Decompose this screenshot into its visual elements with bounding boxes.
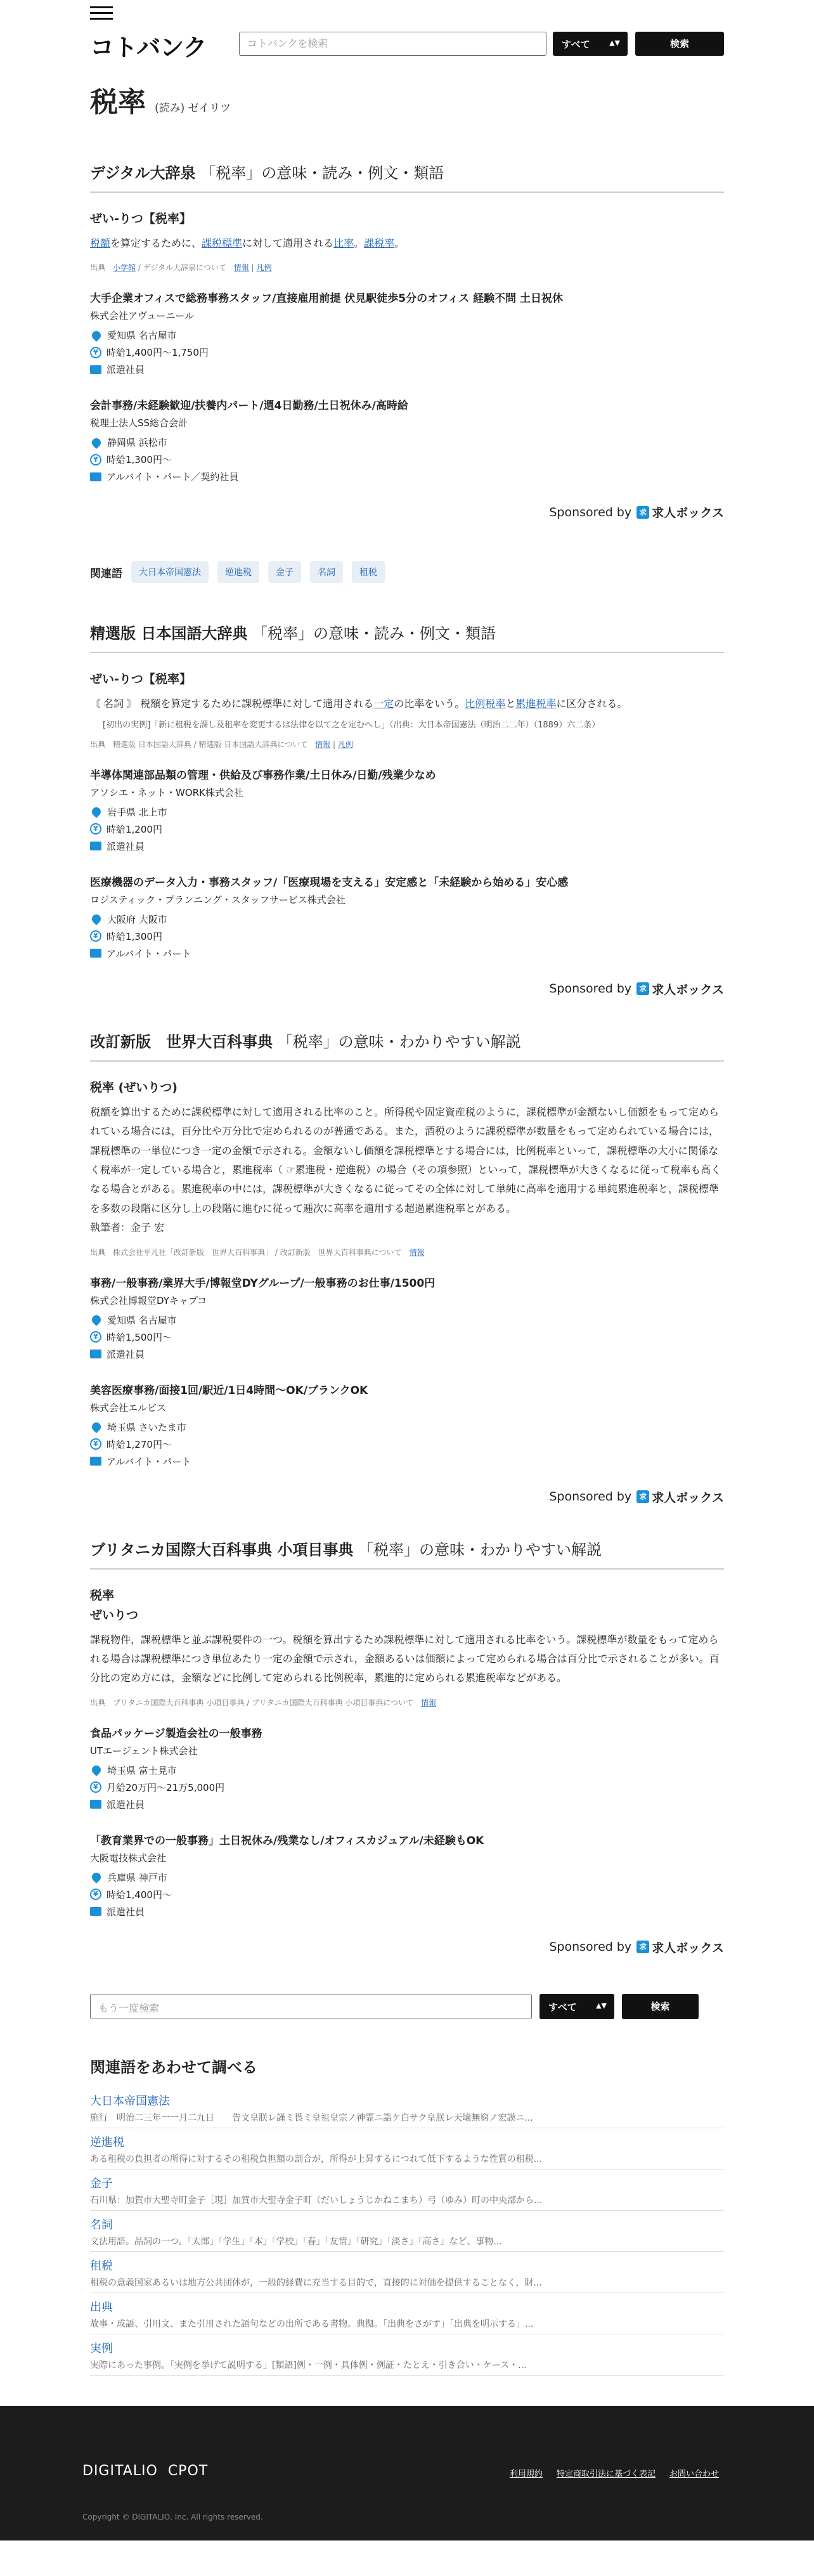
job-card[interactable]: 大手企業オフィスで総務事務スタッフ/直接雇用前提 伏見駅徒歩5分のオフィス 経験不問 土日祝休 株式会社アヴューニール 愛知県 名古屋市 ¥ 時給1,400円〜1,750円 派遣社員: [90, 289, 724, 376]
job-type-icon: [90, 842, 101, 850]
related-chip[interactable]: 租税: [352, 561, 385, 583]
kyujinbox-logo[interactable]: 求 求人ボックス: [636, 980, 724, 998]
link-kazeiritsu[interactable]: 課税率: [364, 237, 395, 249]
job-type-icon: [90, 472, 101, 481]
list-item[interactable]: 実例 実際にあった事例。「実例を挙げて説明する」[類語]例・一例・具体例・例証・たとえ・引き合い・ケース・...: [90, 2334, 724, 2376]
job-company: アソシエ・ネット・WORK株式会社: [90, 786, 243, 798]
section-daijisen: [90, 160, 724, 521]
sponsor-line: Sponsored by 求 求人ボックス: [90, 1939, 724, 1956]
link-zeigaku[interactable]: 税額: [90, 237, 111, 249]
entry-body: 税額を算出するために課税標準に対して適用される比率のこと。所得税や固定資産税のように，課税標準が金額ないし価額をもって定められている場合には，百分比や万分比で定められるのが普通である。また，酒税のように課税標準が数量をもって定められている場合には，課税標準の一単位につき一定の金額で示される。金額ないし価額を課税標準とする場合には，比例税率といって，課税標準の大小に関係なく税率が一定している場合と，累進税率（ ☞累進税・逆進税）の場合（その項参照）といって，課税標準が大きくなるに従って税率も高くなる場合とがある。累進税率の中には，課税標準が大きくなるに従ってその全体に対して単純に高率を適用する単純累進税率と，課税標準を多数の段階に区分し上の段階に進むに従って逓次に高率を適用する超過累進税率とがある。: [90, 1105, 721, 1214]
related-chip[interactable]: 大日本帝国憲法: [131, 561, 209, 583]
job-type-icon: [90, 1457, 101, 1466]
kyujinbox-logo[interactable]: 求 求人ボックス: [636, 1488, 724, 1506]
job-company: 株式会社博報堂DYキャプコ: [90, 1294, 207, 1306]
job-type-icon: [90, 1800, 101, 1809]
info-link[interactable]: 情報: [421, 1698, 437, 1707]
pay-icon: ¥: [90, 1889, 101, 1900]
example-quote: [初出の実例]「新に租税を課し及租率を変更するは法律を以て之を定むへし」（出典：大日本帝国憲法（明治二二年）（1889）六二条）: [103, 720, 600, 730]
search-button[interactable]: 検索: [622, 1994, 699, 2019]
source-line: 出典 小学館 / デジタル大辞泉について 情報 | 凡例: [90, 263, 272, 273]
source-line: 出典 株式会社平凡社「改訂新版 世界大百科事典」 / 改訂新版 世界大百科事典について 情報: [90, 1247, 425, 1257]
entry-title: 税率: [90, 1588, 115, 1603]
footer-logo[interactable]: DIGITALIO CPOT: [82, 2462, 209, 2479]
related-list-title: 関連語をあわせて調べる: [90, 2058, 257, 2076]
author: 執筆者：金子 宏: [90, 1221, 165, 1234]
header: [90, 0, 724, 79]
location-icon: [90, 1871, 103, 1883]
job-card[interactable]: 事務/一般事務/業界大手/博報堂DYグループ/一般事務のお仕事/1500円 株式会社博報堂DYキャプコ 愛知県 名古屋市 ¥ 時給1,500円〜 派遣社員: [90, 1274, 724, 1361]
source-line: 出典 ブリタニカ国際大百科事典 小項目事典 / ブリタニカ国際大百科事典 小項目事典について 情報: [90, 1698, 437, 1707]
job-title[interactable]: 医療機器のデータ入力・事務スタッフ/「医療現場を支える」安定感と「未経験から始める」安心感: [90, 876, 569, 889]
entry-body: 課税物件，課税標準と並ぶ課税要件の一つ。税額を算出するため課税標準に対して適用される比率をいう。課税標準が数量をもって定められる場合は課税標準につき単位あたり一定の金額で示され，金額あるいは価額によって定められる場合は百分比で示されることが多い。百分比の定め方には，金額などに比例して定められる比例税率，累進的に定められる累進税率などがある。: [90, 1633, 720, 1684]
section-heading: 精選版 日本国語大辞典 「税率」の意味・読み・例文・類語: [90, 621, 724, 653]
menu-icon[interactable]: [90, 6, 113, 20]
kyujinbox-logo[interactable]: 求 求人ボックス: [636, 1939, 724, 1956]
location-icon: [90, 1313, 103, 1326]
job-type-icon: [90, 365, 101, 374]
job-type-icon: [90, 1907, 101, 1916]
pay-icon: ¥: [90, 1781, 101, 1793]
entry-title: ぜい‐りつ【税率】: [90, 212, 191, 226]
kyujinbox-logo[interactable]: 求 求人ボックス: [636, 504, 724, 521]
related-chip[interactable]: 逆進税: [217, 561, 259, 583]
section-nikkoku: [90, 621, 724, 997]
related-chip[interactable]: 金子: [268, 561, 301, 583]
pay-icon: ¥: [90, 347, 101, 358]
site-logo[interactable]: コトバンク: [90, 34, 207, 62]
job-card[interactable]: 「教育業界での一般事務」土日祝休み/残業なし/オフィスカジュアル/未経験もOK 大阪電技株式会社 兵庫県 神戸市 ¥ 時給1,400円〜 派遣社員: [90, 1831, 724, 1918]
pay-icon: ¥: [90, 1331, 101, 1343]
footer-links: [496, 2467, 719, 2479]
location-icon: [90, 913, 103, 925]
job-title[interactable]: 会計事務/未経験歓迎/扶養内パート/週4日勤務/土日祝休み/高時給: [90, 400, 408, 413]
pay-icon: ¥: [90, 823, 101, 835]
info-link[interactable]: 情報: [315, 739, 331, 749]
section-heading: 改訂新版 世界大百科事典 「税率」の意味・わかりやすい解説: [90, 1029, 724, 1062]
location-icon: [90, 1764, 103, 1776]
search-button[interactable]: 検索: [635, 32, 724, 56]
job-company: UTエージェント株式会社: [90, 1745, 198, 1757]
link-ittei[interactable]: 一定: [373, 698, 394, 710]
location-icon: [90, 805, 103, 818]
pay-icon: ¥: [90, 1438, 101, 1450]
job-title[interactable]: 事務/一般事務/業界大手/博報堂DYグループ/一般事務のお仕事/1500円: [90, 1277, 436, 1290]
job-company: 税理士法人SS総合会計: [90, 417, 188, 429]
list-item[interactable]: 租税 租税の意義国家あるいは地方公共団体が，一般的経費に充当する目的で，直接的に対価を提供することなく，財...: [90, 2252, 724, 2293]
job-company: 大阪電技株式会社: [90, 1852, 167, 1864]
job-card[interactable]: 半導体関連部品類の管理・供給及び事務作業/土日休み/日勤/残業少なめ アソシエ・ネット・WORK株式会社 岩手県 北上市 ¥ 時給1,200円 派遣社員: [90, 766, 724, 853]
job-company: 株式会社エルビス: [90, 1402, 167, 1414]
job-card[interactable]: 医療機器のデータ入力・事務スタッフ/「医療現場を支える」安定感と「未経験から始める」安心感 ロジスティック・プランニング・スタッフサービス株式会社 大阪府 大阪市 ¥ 時給1,300円 アルバイト・パート: [90, 873, 724, 960]
legend-link[interactable]: 凡例: [256, 263, 272, 273]
section-britannica: [90, 1537, 724, 1956]
section-heading: デジタル大辞泉 「税率」の意味・読み・例文・類語: [90, 160, 724, 193]
pay-icon: ¥: [90, 454, 101, 465]
job-type-icon: [90, 949, 101, 958]
entry-reading: ぜいりつ: [90, 1608, 139, 1622]
job-title[interactable]: 半導体関連部品類の管理・供給及び事務作業/土日休み/日勤/残業少なめ: [90, 769, 436, 782]
job-card[interactable]: 会計事務/未経験歓迎/扶養内パート/週4日勤務/土日祝休み/高時給 税理士法人SS総合会計 静岡県 浜松市 ¥ 時給1,300円〜 アルバイト・パート／契約社員: [90, 396, 724, 483]
link-hiritsu[interactable]: 比率: [333, 237, 354, 249]
bottom-search: [90, 1994, 724, 2019]
list-item[interactable]: 大日本帝国憲法 施行 明治二三年一一月二九日 告文皇朕レ謹ミ畏ミ皇祖皇宗ノ神霊ニ誥ケ白サク皇朕レ天壌無窮ノ宏謨ニ...: [90, 2087, 724, 2128]
sponsor-line: Sponsored by 求 求人ボックス: [90, 1488, 724, 1506]
source-link[interactable]: 小学館: [113, 263, 136, 273]
sponsor-line: Sponsored by 求 求人ボックス: [90, 504, 724, 521]
job-title[interactable]: 「教育業界での一般事務」土日祝休み/残業なし/オフィスカジュアル/未経験もOK: [90, 1834, 484, 1847]
copyright: Copyright © DIGITALIO, Inc. All rights reserved.: [82, 2512, 263, 2521]
location-icon: [90, 436, 103, 449]
link-ruishin[interactable]: 累進税率: [515, 698, 557, 710]
search-input[interactable]: コトバンクを検索: [239, 32, 546, 56]
entry-title: ぜい‐りつ【税率】: [90, 672, 191, 687]
related-terms: [90, 561, 724, 583]
entry-body: 〘 名詞 〙 税額を算定するために課税標準に対して適用される一定の比率をいう。比例税率と累進税率に区分される。: [90, 698, 628, 710]
job-company: 株式会社アヴューニール: [90, 310, 195, 322]
job-title[interactable]: 美容医療事務/面接1回/駅近/1日4時間〜OK/ブランクOK: [90, 1384, 368, 1397]
search-scope-select[interactable]: すべて ▲▼: [539, 1994, 614, 2019]
job-company: ロジスティック・プランニング・スタッフサービス株式会社: [90, 894, 346, 906]
job-card[interactable]: 美容医療事務/面接1回/駅近/1日4時間〜OK/ブランクOK 株式会社エルビス 埼玉県 さいたま市 ¥ 時給1,270円〜 アルバイト・パート: [90, 1381, 724, 1468]
section-heibonsha: [90, 1029, 724, 1506]
entry-body: 税額を算定するために、課税標準に対して適用される比率。課税率。: [90, 237, 405, 249]
related-label: 関連語: [90, 567, 122, 580]
contact-link[interactable]: お問い合わせ: [669, 2469, 719, 2479]
list-item[interactable]: 出典 故事・成語、引用文、また引用された語句などの出所である書物。典拠。「出典をさがす」「出典を明示する」...: [90, 2293, 724, 2334]
job-title[interactable]: 食品パッケージ製造会社の一般事務: [90, 1727, 262, 1740]
search-scope-select[interactable]: すべて ▲▼: [553, 32, 628, 56]
source-line: 出典 精選版 日本国語大辞典 / 精選版 日本国語大辞典について 情報 | 凡例: [90, 739, 353, 749]
legal-link[interactable]: 特定商取引法に基づく表記: [556, 2469, 656, 2479]
location-icon: [90, 329, 103, 342]
entry-title: 税率 (ぜいりつ): [90, 1080, 178, 1095]
pay-icon: ¥: [90, 930, 101, 942]
job-type-icon: [90, 1350, 101, 1358]
term-reading: (読み) ゼイリツ: [155, 102, 231, 115]
list-item[interactable]: 金子 石川県：加賀市大聖寺町金子［現］加賀市大聖寺金子町（だいしょうじかねこまち）弓（ゆみ）町の中央部から...: [90, 2169, 724, 2211]
related-words-list: [90, 2055, 724, 2376]
related-chip[interactable]: 名詞: [310, 561, 343, 583]
terms-link[interactable]: 利用規約: [509, 2469, 543, 2479]
term-heading: [90, 79, 724, 124]
link-kazeihyojun[interactable]: 課税標準: [202, 237, 243, 249]
footer: [0, 2406, 814, 2540]
term-title: 税率: [90, 86, 146, 119]
location-icon: [90, 1421, 103, 1433]
link-hirei[interactable]: 比例税率: [465, 698, 506, 710]
job-title[interactable]: 大手企業オフィスで総務事務スタッフ/直接雇用前提 伏見駅徒歩5分のオフィス 経験不問 土日祝休: [90, 292, 564, 306]
info-link[interactable]: 情報: [233, 263, 249, 273]
caret-icon: ▲▼: [596, 2001, 607, 2010]
info-link[interactable]: 情報: [409, 1247, 425, 1257]
caret-icon: ▲▼: [609, 39, 620, 47]
list-item[interactable]: 名詞 文法用語。品詞の一つ。「太郎」「学生」「本」「学校」「春」「友情」「研究」「淡さ」「高さ」など、事物...: [90, 2211, 724, 2252]
search-again-input[interactable]: もう一度検索: [90, 1994, 532, 2019]
job-card[interactable]: 食品パッケージ製造会社の一般事務 UTエージェント株式会社 埼玉県 富士見市 ¥ 月給20万円〜21万5,000円 派遣社員: [90, 1724, 724, 1811]
sponsor-line: Sponsored by 求 求人ボックス: [90, 980, 724, 998]
list-item[interactable]: 逆進税 ある租税の負担者の所得に対するその租税負担額の割合が，所得が上昇するにつれて低下するような性質の租税...: [90, 2128, 724, 2169]
section-heading: ブリタニカ国際大百科事典 小項目事典 「税率」の意味・わかりやすい解説: [90, 1537, 724, 1570]
legend-link[interactable]: 凡例: [337, 739, 353, 749]
